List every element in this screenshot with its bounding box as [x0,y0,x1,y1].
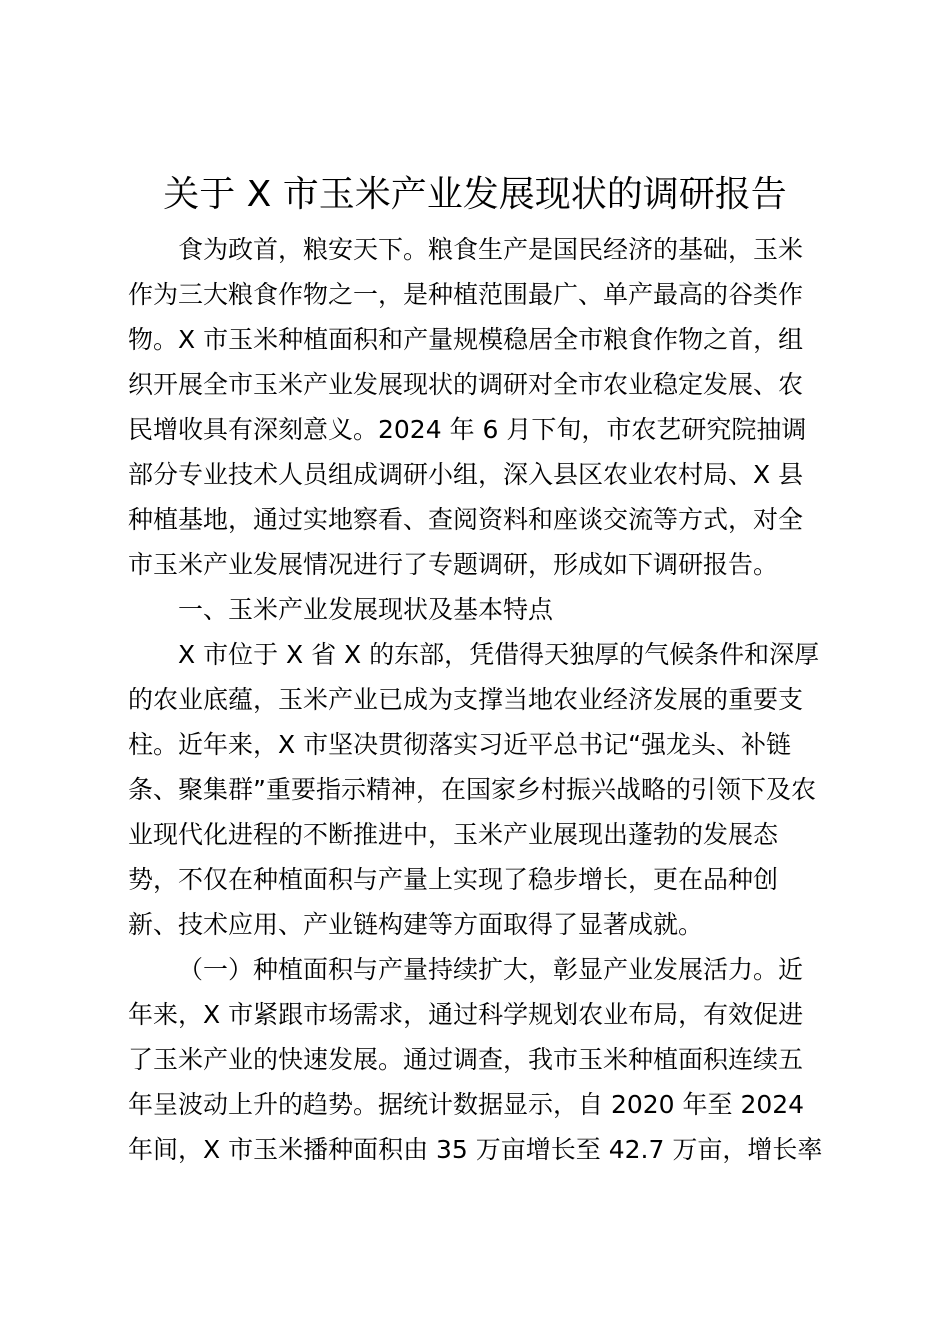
paragraph-line: 部分专业技术人员组成调研小组，深入县区农业农村局、X 县 [128,460,804,489]
section-heading: 一、玉米产业发展现状及基本特点 [178,595,554,624]
paragraph-line: 的农业底蕴，玉米产业已成为支撑当地农业经济发展的重要支 [128,685,804,714]
paragraph-line: 了玉米产业的快速发展。通过调查，我市玉米种植面积连续五 [128,1045,804,1074]
paragraph-line: 作为三大粮食作物之一，是种植范围最广、单产最高的谷类作 [128,280,804,309]
paragraph-line: 食为政首，粮安天下。粮食生产是国民经济的基础，玉米 [178,235,804,264]
paragraph-line: 织开展全市玉米产业发展现状的调研对全市农业稳定发展、农 [128,370,804,399]
paragraph-line: 物。X 市玉米种植面积和产量规模稳居全市粮食作物之首，组 [128,325,804,354]
paragraph-line: 年来，X 市紧跟市场需求，通过科学规划农业布局，有效促进 [128,1000,804,1029]
paragraph-line: 种植基地，通过实地察看、查阅资料和座谈交流等方式，对全 [128,505,804,534]
document-title: 关于 X 市玉米产业发展现状的调研报告 [163,174,787,215]
paragraph-line: （一）种植面积与产量持续扩大，彰显产业发展活力。近 [178,955,804,984]
paragraph-line: 年呈波动上升的趋势。据统计数据显示，自 2020 年至 2024 [128,1090,805,1119]
paragraph-line: 业现代化进程的不断推进中，玉米产业展现出蓬勃的发展态 [128,820,779,849]
paragraph-line: 市玉米产业发展情况进行了专题调研，形成如下调研报告。 [128,550,779,579]
paragraph-line: 新、技术应用、产业链构建等方面取得了显著成就。 [128,910,704,939]
paragraph-line: 条、聚集群”重要指示精神，在国家乡村振兴战略的引领下及农 [128,775,816,804]
paragraph-line: 柱。近年来，X 市坚决贯彻落实习近平总书记“强龙头、补链 [128,730,792,759]
paragraph-line: 民增收具有深刻意义。2024 年 6 月下旬，市农艺研究院抽调 [128,415,807,444]
paragraph-line: 势，不仅在种植面积与产量上实现了稳步增长，更在品种创 [128,865,779,894]
paragraph-line: 年间，X 市玉米播种面积由 35 万亩增长至 42.7 万亩，增长率 [128,1135,823,1164]
paragraph-line: X 市位于 X 省 X 的东部，凭借得天独厚的气候条件和深厚 [178,640,820,669]
document-body [128,227,823,1172]
